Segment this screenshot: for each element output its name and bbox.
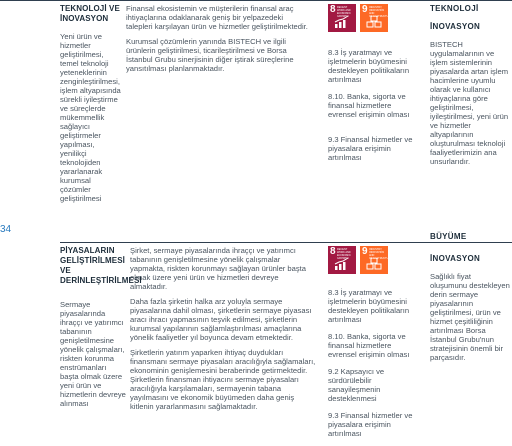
cubes-icon — [366, 258, 382, 270]
top-heading: TEKNOLOJİ VE İNOVASYON — [60, 4, 120, 23]
bottom-paragraph-2: Daha fazla şirketin halka arz yoluyla sermaye piyasalarına dahil olması, şirketlerin sermaye piyasası aracı ihracı yapmasının teşvik edilmesi, şirketlerin kurumsal yapılarının sağlamlaştırılması amaçlarına yönelik faaliyetler yıl boyunca devam etmektedir. — [130, 297, 312, 342]
top-left-text: Yeni ürün ve hizmetler geliştirilmesi, temel teknoloji yeteneklerinin zenginleştirilmesi, işlem altyapısında sürekli iyileştirme ve süreçlerde mükemmellik sağlayıcı geliştirmeler yapılması, yenilikçi teknolojiden yararlanarak kurumsal çözümler geliştirilmesi — [60, 32, 121, 203]
top-rule — [0, 0, 512, 1]
top-middle-column — [126, 4, 310, 79]
bottom-right-text: Sağlıklı fiyat oluşumunu destekleyen derin sermaye piyasalarının geliştirilmesi, ürün ve hizmet çeşitliliğinin artırılması Borsa İstanbul Grubu'nun stratejisinin önemli bir parçasıdır. — [430, 272, 510, 362]
sdg9-icon-bottom: 9 INDUSTRY, INNOVATION AND INFRASTRUCTURE — [360, 246, 388, 274]
bottom-right-heading: BÜYÜME — [430, 232, 467, 241]
sdg9-icon: 9 INDUSTRY, INNOVATION AND INFRASTRUCTURE — [360, 4, 388, 32]
bottom-middle-column — [130, 246, 316, 417]
bottom-sdg-9-2: 9.2 Kapsayıcı ve sürdürülebilir sanayileşmenin desteklenmesi — [328, 367, 385, 403]
top-right-text: BISTECH uygulamalarının ve işlem sistemlerinin piyasalarda artan işlem hacimlerine uyumlu olarak ve kullanıcı ihtiyaçlarına göre geliştirilmesi, iyileştirilmesi, yeni ürün ve hizmetler altyapılarının oluşturulması teknoloji faaliyetlerimizin ana unsurlarıdır. — [430, 40, 509, 166]
top-right-heading: TEKNOLOJİ — [430, 4, 479, 13]
bottom-left-column — [60, 246, 142, 408]
top-paragraph-1: Finansal ekosistemin ve müşterilerin finansal araç ihtiyaçlarına odaklanarak geniş bir yelpazedeki talepleri karşılayan ürün ve hizmetler geliştirilmektedir. — [126, 4, 308, 31]
cubes-icon — [366, 16, 382, 28]
bottom-heading: PİYASALARIN GELİŞTİRİLMESİ VE DERİNLEŞTİRİLMESİ — [60, 246, 142, 285]
bottom-right-column — [430, 232, 510, 362]
bottom-paragraph-3: Şirketlerin yatırım yaparken ihtiyaç duydukları finansmanı sermaye piyasaları aracılığıyla sağlamaları, ekonominin genişlemesini beraberinde getirmektedir. Şirketlerin finansman ihtiyacını sermaye piyasaları aracılığıyla karşılamaları, sermayenin tabana yayılmasını ve ekonomik büyümeden daha geniş kitlenin yararlanmasını sağlamaktadır. — [130, 348, 316, 411]
sdg8-icon: 8 DECENT WORK AND ECONOMIC GROWTH — [328, 4, 356, 32]
top-sdg-icons — [328, 4, 420, 32]
page-number: 34 — [0, 224, 12, 235]
bottom-sdg-icons — [328, 246, 420, 274]
bottom-sdg-9-3: 9.3 Finansal hizmetler ve piyasalara erişimin artırılması — [328, 411, 413, 438]
top-sdg-9-3: 9.3 Finansal hizmetler ve piyasalara erişimin artırılması — [328, 135, 413, 162]
sdg8-icon-bottom: 8 DECENT WORK AND ECONOMIC GROWTH — [328, 246, 356, 274]
bottom-paragraph-1: Şirket, sermaye piyasalarında ihraççı ve yatırımcı tabanının genişletilmesine yönelik çalışmalar yapmakta, riskten korunmayı sağlayan ürünler başta olmak üzere yeni ürün ve hizmetleri devreye almaktadır. — [130, 246, 307, 291]
bottom-left-text: Sermaye piyasalarında ihraççı ve yatırımcı tabanının genişletilmesine yönelik çalışmaları, riskten korunma enstrümanları başta olmak üzere yeni ürün ve hizmetlerin devreye alınması — [60, 300, 126, 408]
bottom-sdg-column — [328, 246, 420, 446]
growth-chart-icon — [334, 16, 350, 28]
top-paragraph-2: Kurumsal çözümlerin yanında BISTECH ve ilgili ürünlerin geliştirilmesi, ticarileştirilmesi ve Borsa İstanbul Grubu sinerjisinin diğer iştirak süreçlerine yansıtılması planlanmaktadır. — [126, 37, 294, 73]
growth-chart-icon — [334, 258, 350, 270]
top-sdg-8-3: 8.3 İş yaratmayı ve işletmelerin büyümesini destekleyen politikaların artırılması — [328, 48, 410, 84]
bottom-sdg-8-3: 8.3 İş yaratmayı ve işletmelerin büyümesini destekleyen politikaların artırılması — [328, 288, 410, 324]
top-left-column — [60, 4, 122, 203]
top-right-heading-2: İNOVASYON — [430, 22, 481, 31]
top-sdg-8-10: 8.10. Banka, sigorta ve finansal hizmetlere evrensel erişimin olması — [328, 92, 410, 119]
top-right-column — [430, 4, 510, 166]
bottom-right-heading-2: İNOVASYON — [430, 254, 481, 263]
bottom-sdg-8-10: 8.10. Banka, sigorta ve finansal hizmetlere evrensel erişimin olması — [328, 332, 410, 359]
top-sdg-column — [328, 4, 420, 170]
